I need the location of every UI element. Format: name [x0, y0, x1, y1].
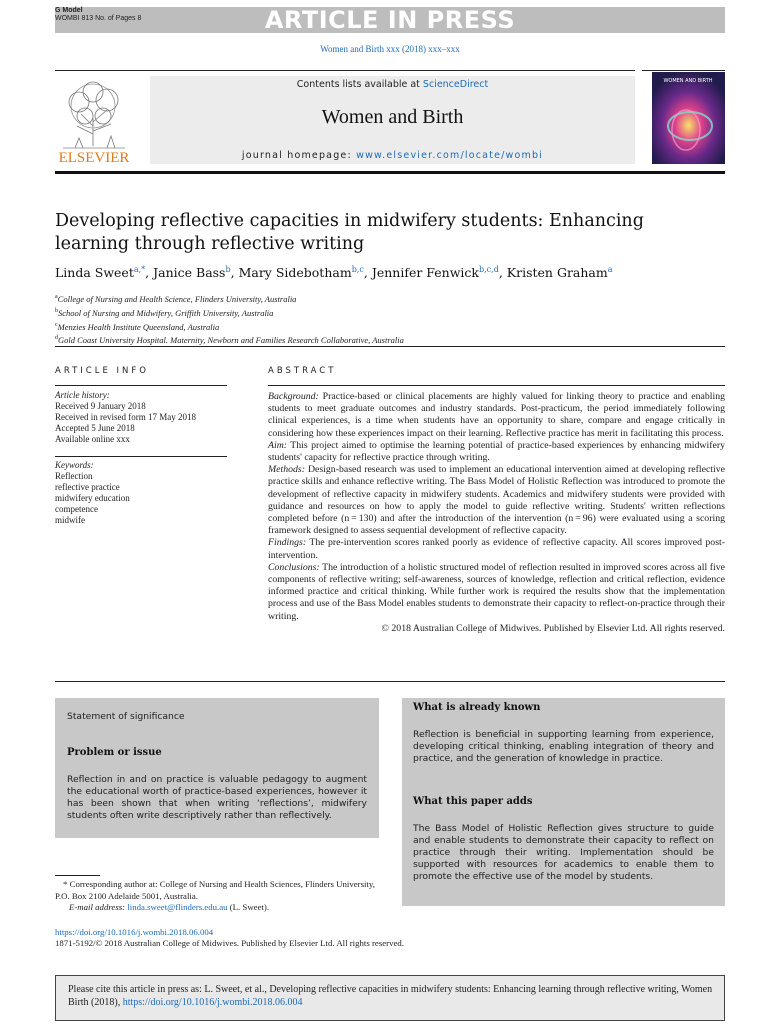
author-affiliation-marker[interactable]: b — [225, 265, 231, 274]
adds-heading: What this paper adds — [413, 796, 533, 807]
author-name: Jennifer Fenwick — [371, 265, 480, 281]
keyword: Reflection — [55, 471, 93, 481]
article-in-press-label: ARTICLE IN PRESS — [264, 6, 516, 34]
abstract-background — [268, 391, 725, 440]
header-rule-cover — [642, 70, 725, 71]
abstract-aim — [268, 440, 725, 464]
author-name: Kristen Graham — [506, 265, 608, 281]
elsevier-logo — [55, 76, 133, 164]
abstract-rule — [268, 385, 725, 386]
abstract-body — [268, 391, 725, 635]
affiliation-marker: d — [55, 335, 58, 342]
affiliation-marker: a — [55, 294, 58, 300]
homepage-prefix: journal homepage: — [241, 150, 357, 161]
history-item: Received in revised form 17 May 2018 — [55, 412, 196, 422]
journal-cover-image — [652, 72, 725, 164]
problem-heading: Problem or issue — [67, 747, 162, 758]
abstract-text: Design-based research was used to implement an educational intervention aimed at developing reflective practice skills and enhance reflective writing. The Bass Model of Holistic Reflection was introduced to promote the development of reflective capacity in midwifery students. Academics and midwifery students were provided with guidance and resources on how to apply the model to guide reflective writing. Students' written reflections completed before (n = 130) and after the introduction of the intervention (n = 96) were evaluated using a scoring framework designed to assess sequential development of reflective capacity. — [268, 464, 725, 537]
elsevier-wordmark: ELSEVIER — [58, 150, 130, 164]
abstract-heading: ABSTRACT — [268, 366, 337, 376]
email-label: E-mail address: — [69, 902, 126, 912]
known-text: Reflection is beneficial in supporting learning from experience, developing critical thinking, enabling integration of theory and practice, and the generation of knowledge in practice. — [413, 729, 714, 764]
affiliation — [55, 291, 725, 305]
adds-text: The Bass Model of Holistic Reflection gives structure to guide and enable students to demonstrate their capacity to reflect on practice through their writing. Implementation should be supported with resources for academics to enable them to promote the effective use of the model by students. — [413, 823, 714, 882]
section-rule — [55, 346, 725, 347]
cite-body: Please cite this article in press as: L. Sweet, et al., Developing reflective capacities in midwifery students: Enhancing learning through reflective writing, Women Birth (2018), — [68, 984, 713, 1008]
keywords — [55, 460, 227, 526]
email-line — [55, 902, 385, 914]
abstract-methods — [268, 464, 725, 537]
article-title: Developing reflective capacities in midwifery students: Enhancing learning through reflective writing — [55, 211, 644, 254]
affiliation-text: Menzies Health Institute Queensland, Australia — [57, 321, 220, 332]
cite-doi-link[interactable]: https://doi.org/10.1016/j.wombi.2018.06.004 — [122, 996, 303, 1008]
journal-homepage-line — [150, 150, 635, 161]
problem-text: Reflection in and on practice is valuable pedagogy to augment the educational worth of practice-based experiences, however it has been shown that when writing ‘reflections’, midwifery students often write descriptively rather than reflectively. — [67, 774, 367, 821]
affiliation-marker: b — [55, 307, 58, 314]
abstract-text: This project aimed to optimise the learning potential of practice-based experiences by enhancing midwifery students' capacity for reflective practice through writing. — [268, 439, 725, 464]
affiliation — [55, 319, 725, 333]
footnote-rule — [55, 875, 100, 876]
affiliation-text: School of Nursing and Midwifery, Griffith University, Australia — [58, 307, 274, 318]
affiliation-text: Gold Coast University Hospital. Maternity, Newborn and Families Research Collaborative, Australia — [58, 335, 404, 346]
abstract-label: Methods: — [268, 464, 306, 476]
email-link[interactable]: linda.sweet@flinders.edu.au — [127, 902, 228, 912]
abstract-copyright: © 2018 Australian College of Midwives. Published by Elsevier Ltd. All rights reserved. — [381, 622, 725, 634]
history-item: Received 9 January 2018 — [55, 401, 146, 411]
abstract-findings — [268, 537, 725, 561]
journal-title: Women and Birth — [321, 106, 464, 128]
author-affiliation-marker[interactable]: a — [607, 265, 613, 274]
keyword: competence — [55, 504, 98, 514]
author-name: Mary Sidebotham — [238, 265, 352, 281]
contents-prefix: Contents lists available at — [296, 79, 423, 90]
keyword: reflective practice — [55, 482, 120, 492]
journal-reference-link[interactable]: Women and Birth xxx (2018) xxx–xxx — [320, 44, 460, 54]
significance-heading: Statement of significance — [67, 711, 185, 722]
affiliation-list — [55, 291, 725, 346]
abstract-text: Practice-based or clinical placements are highly valued for linking theory to practice and enabling students to meet graduate outcomes and industry standards. Post-practicum, the period immediately following clinical experiences, is a time when students have an opportunity to share, compare and engage critically in considering how these experiences impact on their learning. Reflective practice has merit in facilitating this process. — [268, 391, 725, 439]
section-rule-2 — [55, 681, 725, 682]
abstract-conclusions — [268, 562, 725, 623]
keywords-rule — [55, 456, 227, 457]
affiliation — [55, 305, 725, 319]
history-label: Article history: — [55, 390, 110, 400]
corresponding-footnote — [55, 879, 385, 914]
cover-title: WOMEN AND BIRTH — [663, 78, 713, 84]
author-list: Linda Sweet$^{a,*}$, Janice Bass$^b$, Mary Sidebotham$^{b,c}$, Jennifer Fenwick$^{b,c,d}$, Kristen Graham$^a$ — [55, 265, 613, 281]
article-history — [55, 390, 227, 445]
abstract-label: Findings: — [268, 537, 307, 549]
doi-link[interactable]: https://doi.org/10.1016/j.wombi.2018.06.004 — [55, 927, 214, 937]
history-item: Accepted 5 June 2018 — [55, 423, 135, 433]
masthead-thick-rule — [55, 171, 725, 174]
cite-text — [68, 984, 718, 1009]
author-affiliation-marker[interactable]: a,* — [133, 265, 146, 274]
model-ref-text: WOMBI 813 No. of Pages 8 — [55, 15, 142, 22]
history-item: Available online xxx — [55, 434, 130, 444]
author-affiliation-marker[interactable]: b,c,d — [479, 265, 499, 274]
issn-copyright: 1871-5192/© 2018 Australian College of Midwives. Published by Elsevier Ltd. All rights reserved. — [55, 938, 404, 948]
keyword: midwife — [55, 515, 85, 525]
author-name: Linda Sweet — [55, 265, 134, 281]
author-name: Janice Bass — [153, 265, 226, 281]
header-rule — [55, 70, 635, 71]
author-affiliation-marker[interactable]: b,c — [351, 265, 364, 274]
abstract-label: Conclusions: — [268, 561, 320, 573]
homepage-link[interactable]: www.elsevier.com/locate/wombi — [356, 150, 544, 161]
keyword: midwifery education — [55, 493, 130, 503]
article-info-rule — [55, 385, 227, 386]
abstract-label: Background: — [268, 391, 319, 402]
article-info-heading: ARTICLE INFO — [55, 366, 149, 376]
affiliation — [55, 332, 725, 346]
abstract-text: The introduction of a holistic structured model of reflection resulted in improved scores across all five components of reflective writing; self-awareness, sources of knowledge, reflection and critical reflection, evidence informed practice and critical thinking. While further work is required the results show that the implementation process and use of the Bass Model enables students to demonstrate their capacity to reflect-on-practice through their writing. — [268, 561, 725, 622]
sciencedirect-link[interactable]: ScienceDirect — [422, 79, 489, 90]
contents-line — [150, 79, 635, 90]
corresponding-author: * Corresponding author at: College of Nursing and Health Sciences, Flinders University, P.O. Box 2100 Adelaide 5001, Australia. — [55, 879, 375, 901]
abstract-text: The pre-intervention scores ranked poorly as evidence of reflective capacity. All scores improved post-intervention. — [268, 537, 725, 561]
known-heading: What is already known — [413, 702, 541, 713]
email-suffix: (L. Sweet). — [227, 902, 270, 912]
gmodel-label: G Model — [55, 7, 83, 14]
abstract-label: Aim: — [268, 439, 288, 451]
affiliation-marker: c — [55, 321, 58, 328]
keywords-label: Keywords: — [55, 460, 94, 470]
affiliation-text: College of Nursing and Health Science, Flinders University, Australia — [57, 293, 297, 304]
